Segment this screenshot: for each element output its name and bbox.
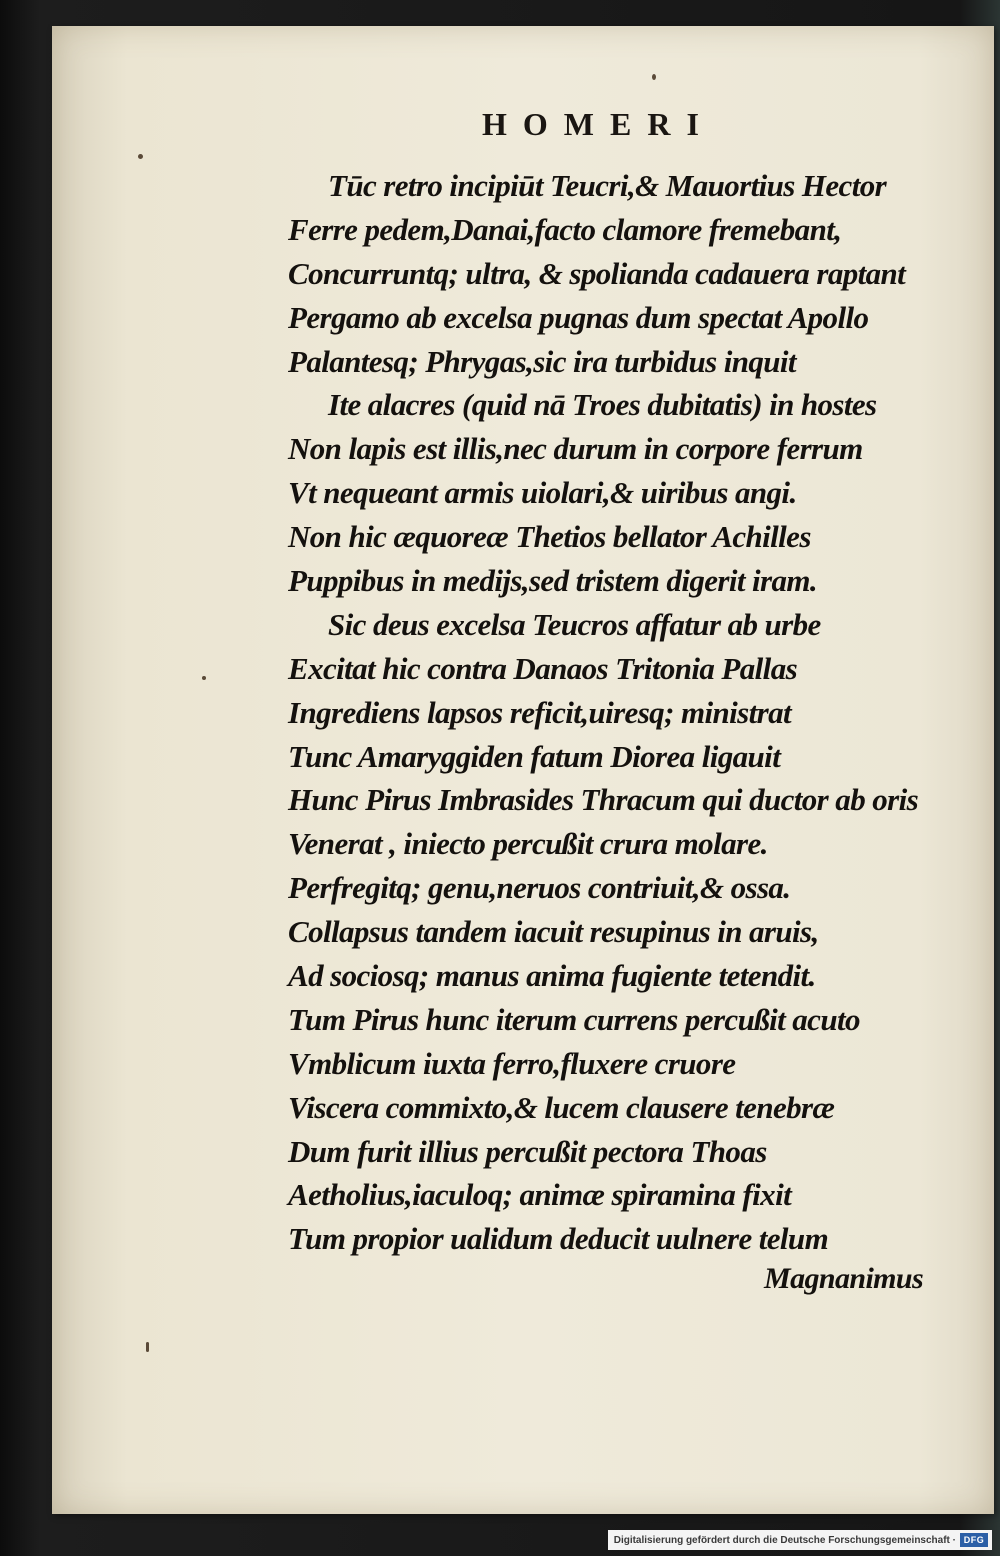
verse-line: Excitat hic contra Danaos Tritonia Pallas [288,650,798,686]
verse-line: Tūc retro incipiūt Teucri,& Mauortius Hector [328,168,887,203]
verse-line: Palantesq; Phrygas,sic ira turbidus inquit [288,343,796,379]
running-head: HOMERI [482,106,715,142]
verse-line: Pergamo ab excelsa pugnas dum spectat Apollo [288,299,869,335]
verse-line: Perfregitq; genu,neruos contriuit,& ossa. [288,870,791,906]
verse-line: Collapsus tandem iacuit resupinus in aruis, [288,914,819,950]
dfg-logo: DFG [960,1533,988,1547]
verse-line: Aetholius,iaculoq; animæ spiramina fixit [288,1177,792,1213]
ink-speck [652,74,656,80]
verse-text-block [288,164,978,1261]
verse-line: Viscera commixto,& lucem clausere tenebræ [288,1089,835,1125]
verse-line: Tum Pirus hunc iterum currens percußit acuto [288,1001,860,1037]
verse-line: Puppibus in medijs,sed tristem digerit iram. [288,563,818,599]
verse-line: Dum furit illius percußit pectora Thoas [288,1133,767,1169]
digitization-credit [608,1530,992,1550]
catchword: Magnanimus [764,1262,924,1295]
verse-line: Ad sociosq; manus anima fugiente tetendit. [288,958,816,994]
ink-speck [146,1342,149,1352]
verse-line: Hunc Pirus Imbrasides Thracum qui ductor ab oris [288,782,919,818]
verse-line: Vmblicum iuxta ferro,fluxere cruore [288,1045,736,1081]
verse-line: Ingrediens lapsos reficit,uiresq; ministrat [288,694,791,730]
verse-line: Ferre pedem,Danai,facto clamore fremebant, [288,211,842,247]
credit-text: Digitalisierung gefördert durch die Deutsche Forschungsgemeinschaft · [613,1534,956,1546]
verse-line: Ite alacres (quid nā Troes dubitatis) in hostes [328,387,877,423]
verse-line: Tum propior ualidum deducit uulnere telum [288,1221,829,1257]
verse-line: Concurruntq; ultra, & spolianda cadauera raptant [288,255,906,291]
verse-line: Sic deus excelsa Teucros affatur ab urbe [328,606,821,642]
verse-line: Non hic æquoreæ Thetios bellator Achilles [288,519,811,555]
book-page [52,26,994,1514]
ink-speck [138,154,143,159]
verse-line: Non lapis est illis,nec durum in corpore ferrum [288,431,863,467]
ink-speck [202,676,206,680]
verse-line: Tunc Amaryggiden fatum Diorea ligauit [288,738,781,774]
verse-line: Vt nequeant armis uiolari,& uiribus angi. [288,475,797,511]
verse-line: Venerat , iniecto percußit crura molare. [288,826,768,862]
